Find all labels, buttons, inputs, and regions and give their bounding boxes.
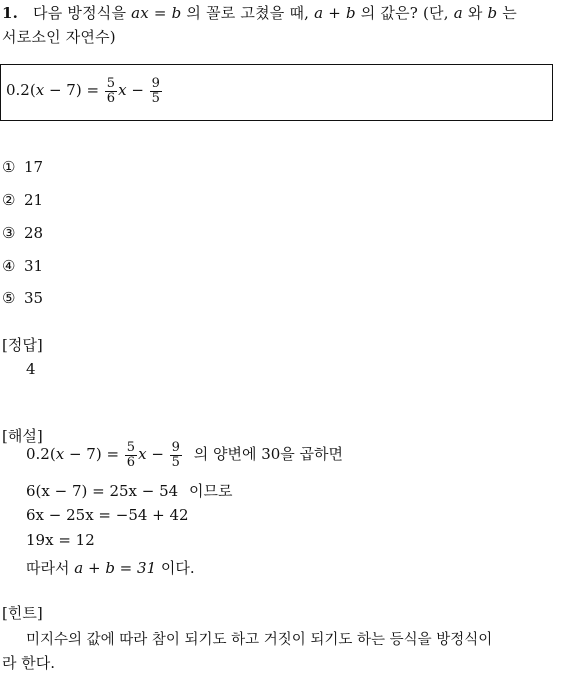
question-text-part: 다음 방정식을 bbox=[33, 4, 127, 22]
math-var: x bbox=[138, 445, 147, 464]
math-var: b bbox=[345, 4, 356, 22]
answer-value: 4 bbox=[26, 360, 36, 378]
question-line-2: 서로소인 자연수) bbox=[2, 28, 116, 46]
fraction bbox=[150, 77, 162, 105]
choice-value: 35 bbox=[24, 289, 44, 307]
math-op: + bbox=[328, 4, 341, 22]
choice-value: 17 bbox=[24, 158, 44, 176]
fraction bbox=[125, 441, 137, 469]
explanation-heading: [해설] bbox=[2, 427, 43, 445]
choice-value: 28 bbox=[24, 224, 44, 242]
equation-box bbox=[0, 64, 553, 121]
explanation-step-5 bbox=[26, 557, 195, 578]
math-var: b bbox=[171, 4, 182, 22]
math-var: x bbox=[55, 445, 65, 464]
explanation-math: 6(x − 7) = 25x − 54 bbox=[26, 482, 179, 500]
question-number: 1. bbox=[2, 4, 19, 22]
question-text-part: 와 bbox=[467, 4, 483, 22]
hint-line-2: 라 한다. bbox=[2, 654, 56, 672]
choice-2[interactable] bbox=[2, 191, 43, 209]
choice-marker: ③ bbox=[2, 224, 16, 242]
choice-value: 31 bbox=[24, 257, 44, 275]
choice-5[interactable] bbox=[2, 289, 43, 307]
eq-part: − 7) = bbox=[64, 445, 124, 464]
math-var: a bbox=[453, 4, 463, 22]
explanation-step-1 bbox=[26, 441, 343, 469]
eq-part: 0.2( bbox=[6, 81, 36, 100]
explanation-text: 따라서 bbox=[26, 559, 70, 577]
choice-value: 21 bbox=[24, 191, 44, 209]
math-var: ax bbox=[131, 4, 149, 22]
choice-1[interactable] bbox=[2, 158, 43, 176]
eq-part: 0.2( bbox=[26, 445, 56, 464]
answer-heading: [정답] bbox=[2, 336, 43, 354]
fraction-denominator: 5 bbox=[151, 90, 160, 106]
hint-heading: [힌트] bbox=[2, 604, 43, 622]
choice-marker: ② bbox=[2, 191, 16, 209]
eq-part: − bbox=[146, 445, 169, 464]
fraction-denominator: 6 bbox=[106, 90, 116, 106]
math-var: b bbox=[487, 4, 498, 22]
math-op: = bbox=[153, 4, 167, 22]
fraction-denominator: 6 bbox=[126, 454, 136, 470]
explanation-step-4: 19x = 12 bbox=[26, 531, 95, 549]
explanation-text: 이므로 bbox=[188, 482, 233, 500]
explanation-text: 이다. bbox=[160, 559, 195, 577]
fraction-numerator: 5 bbox=[106, 76, 116, 91]
question-text-part: 의 꼴로 고쳤을 때, bbox=[186, 4, 310, 22]
fraction-numerator: 5 bbox=[126, 440, 136, 455]
explanation-step-3: 6x − 25x = −54 + 42 bbox=[26, 506, 189, 524]
choice-3[interactable] bbox=[2, 224, 43, 242]
question-line-1 bbox=[2, 2, 517, 23]
fraction bbox=[105, 77, 117, 105]
choice-marker: ④ bbox=[2, 257, 16, 275]
math-var: x bbox=[118, 81, 127, 100]
choice-marker: ① bbox=[2, 158, 16, 176]
choice-4[interactable] bbox=[2, 257, 43, 275]
fraction-numerator: 9 bbox=[151, 76, 160, 91]
explanation-text: 의 양변에 30을 곱하면 bbox=[193, 445, 344, 464]
choice-marker: ⑤ bbox=[2, 289, 16, 307]
explanation-math: a + b = 31 bbox=[74, 559, 157, 577]
question-text-part: 는 bbox=[502, 4, 517, 22]
hint-line-1: 미지수의 값에 따라 참이 되기도 하고 거짓이 되기도 하는 등식을 방정식이 bbox=[26, 632, 493, 648]
eq-part: − bbox=[126, 81, 149, 100]
explanation-step-2 bbox=[26, 480, 232, 501]
fraction-denominator: 5 bbox=[171, 454, 180, 470]
eq-part: − 7) = bbox=[44, 81, 104, 100]
question-text-part: 의 값은? (단, bbox=[360, 4, 449, 22]
math-var: x bbox=[35, 81, 45, 100]
math-var: a bbox=[314, 4, 324, 22]
equation bbox=[6, 77, 163, 105]
fraction bbox=[170, 441, 182, 469]
fraction-numerator: 9 bbox=[171, 440, 180, 455]
